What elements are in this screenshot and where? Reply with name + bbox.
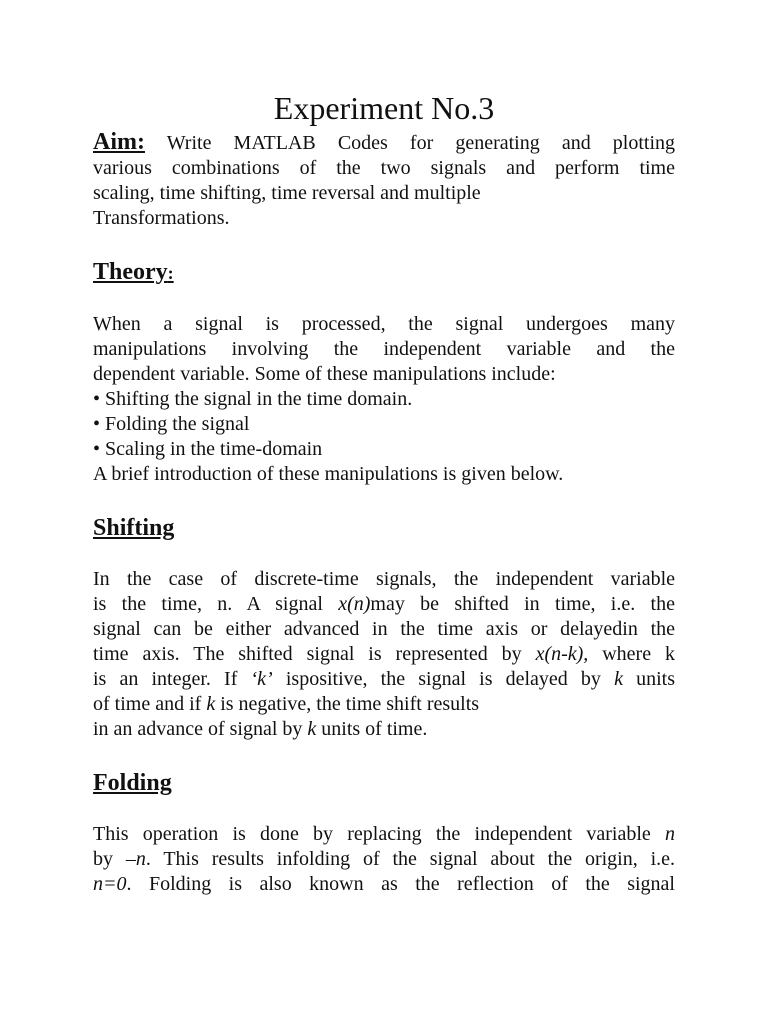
shifting-text: is negative, the time shift results	[215, 693, 480, 715]
shifting-line-7	[93, 717, 675, 742]
math-expression: ‘k’	[250, 668, 273, 690]
shifting-line-6	[93, 692, 675, 717]
folding-text: This operation is done by replacing the independent variable	[93, 823, 665, 845]
shifting-text: of time and if	[93, 693, 207, 715]
shifting-text: time axis. The shifted signal is represented by	[93, 643, 536, 665]
folding-body	[93, 822, 675, 897]
folding-text: . Folding is also known as the reflection of the signal	[126, 873, 675, 895]
theory-closing: A brief introduction of these manipulations is given below.	[93, 463, 564, 485]
shifting-text: in an advance of signal by	[93, 718, 308, 740]
math-expression: x(n-k),	[535, 643, 589, 665]
aim-line-2: various combinations of the two signals and perform time	[93, 157, 675, 179]
shifting-text: ispositive, the signal is delayed by	[272, 668, 615, 690]
aim-text-1: Write MATLAB Codes for generating and plotting	[166, 132, 676, 154]
theory-heading	[93, 257, 675, 288]
math-expression: k	[614, 668, 623, 690]
theory-line-1: When a signal is processed, the signal undergoes many	[93, 313, 675, 335]
folding-text: by	[93, 848, 126, 870]
shifting-line-1: In the case of discrete-time signals, the independent variable	[93, 568, 675, 590]
folding-line-1	[93, 822, 675, 847]
shifting-text: may be shifted in time, i.e. the	[370, 593, 675, 615]
shifting-text: units	[622, 668, 676, 690]
shifting-body	[93, 567, 675, 742]
theory-heading-colon: :	[167, 263, 174, 283]
aim-section	[93, 130, 675, 231]
theory-heading-text: Theory	[93, 259, 168, 285]
list-item: • Scaling in the time-domain	[93, 438, 323, 460]
document-page	[93, 86, 675, 897]
folding-line-2	[93, 847, 675, 872]
math-expression: k	[307, 718, 317, 740]
math-expression: n=0	[93, 873, 127, 895]
aim-line-4: Transformations.	[93, 207, 230, 229]
aim-line-3: scaling, time shifting, time reversal and multiple	[93, 182, 481, 204]
shifting-text: where k	[588, 643, 675, 665]
theory-bullet-list	[93, 387, 675, 462]
folding-line-3	[93, 872, 675, 897]
math-expression: –n	[125, 848, 146, 870]
aim-line-1	[93, 130, 675, 156]
page-title: Experiment No.3	[273, 90, 495, 126]
shifting-line-5	[93, 667, 675, 692]
math-expression: x(n)	[338, 593, 371, 615]
math-expression: n	[665, 823, 675, 845]
shifting-heading: Shifting	[93, 515, 175, 541]
folding-text: . This results infolding of the signal about the origin, i.e.	[145, 848, 676, 870]
shifting-line-2	[93, 592, 675, 617]
list-item: • Shifting the signal in the time domain.	[93, 388, 413, 410]
folding-heading: Folding	[93, 770, 172, 796]
shifting-text: units of time.	[316, 718, 428, 740]
math-expression: k	[206, 693, 216, 715]
shifting-line-3: signal can be either advanced in the time axis or delayedin the	[93, 618, 675, 640]
aim-label: Aim:	[93, 129, 145, 155]
theory-line-3: dependent variable. Some of these manipulations include:	[93, 363, 556, 385]
theory-line-2: manipulations involving the independent variable and the	[93, 338, 675, 360]
theory-body	[93, 312, 675, 487]
shifting-line-4	[93, 642, 675, 667]
list-item: • Folding the signal	[93, 413, 250, 435]
shifting-text: is the time, n. A signal	[93, 593, 339, 615]
shifting-text: is an integer. If	[93, 668, 251, 690]
